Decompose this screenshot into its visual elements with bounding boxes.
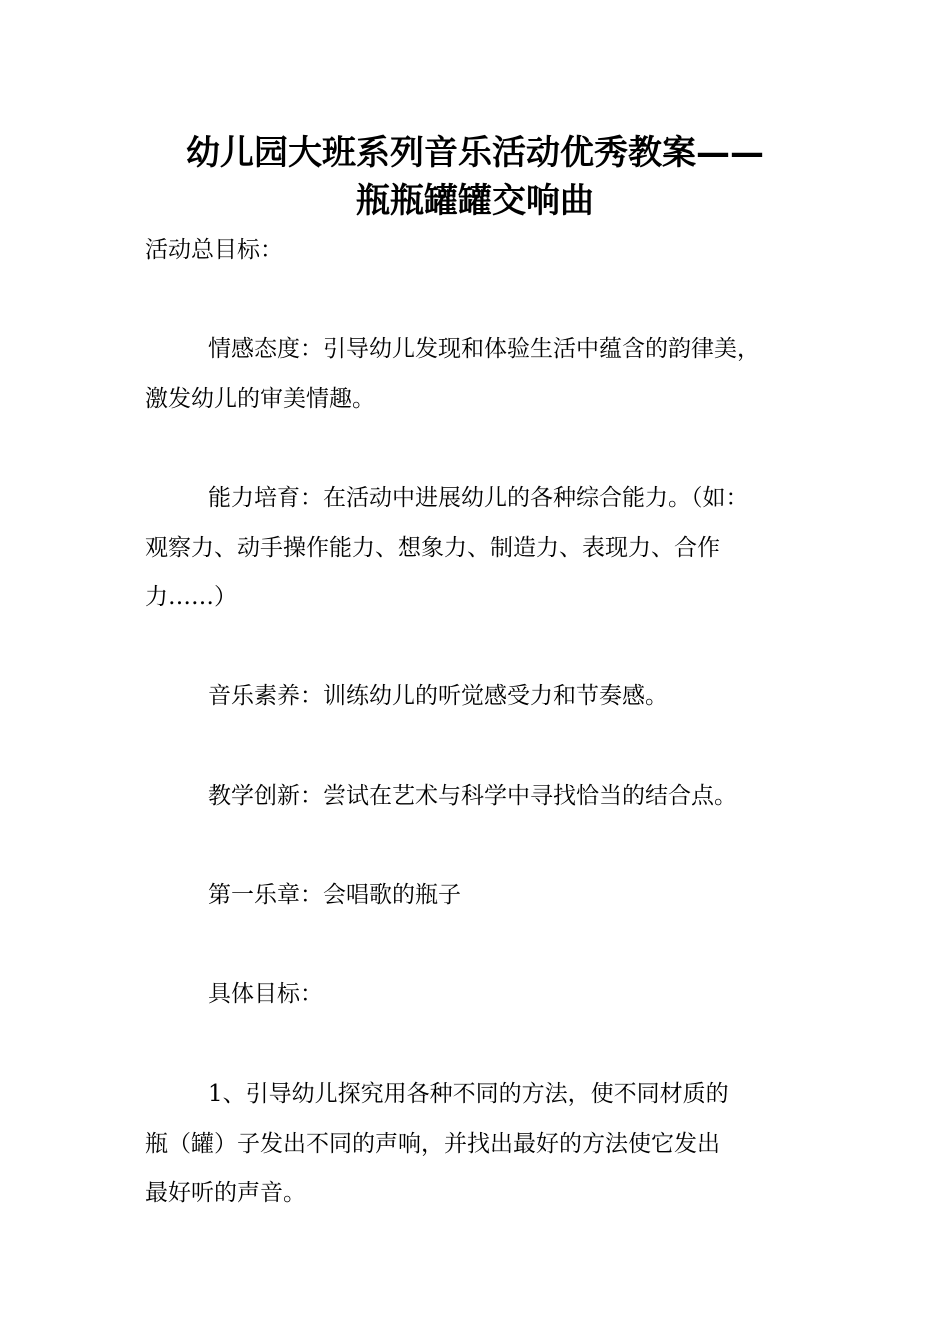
document-title-line-1: 幼儿园大班系列音乐活动优秀教案—— <box>186 133 764 173</box>
goal-heading: 活动总目标： <box>145 237 283 263</box>
specific-goal-heading: 具体目标： <box>208 981 323 1007</box>
emotion-paragraph-line-2: 激发幼儿的审美情趣。 <box>145 386 375 412</box>
innovation-paragraph: 教学创新：尝试在艺术与科学中寻找恰当的结合点。 <box>208 783 737 809</box>
item-one-line-2: 瓶（罐）子发出不同的声响，并找出最好的方法使它发出 <box>145 1131 720 1157</box>
ability-paragraph-line-2: 观察力、动手操作能力、想象力、制造力、表现力、合作 <box>145 535 720 561</box>
item-one-line-3: 最好听的声音。 <box>145 1180 306 1206</box>
item-one-line-1: 1、引导幼儿探究用各种不同的方法，使不同材质的 <box>208 1081 729 1107</box>
chapter-one-heading: 第一乐章：会唱歌的瓶子 <box>208 882 461 908</box>
document-title-line-2: 瓶瓶罐罐交响曲 <box>356 181 594 221</box>
music-paragraph: 音乐素养：训练幼儿的听觉感受力和节奏感。 <box>208 683 668 709</box>
emotion-paragraph-line-1: 情感态度：引导幼儿发现和体验生活中蕴含的韵律美， <box>208 336 760 362</box>
ability-paragraph-line-3: 力……） <box>145 584 237 610</box>
ability-paragraph-line-1: 能力培育：在活动中进展幼儿的各种综合能力。（如： <box>208 485 749 511</box>
